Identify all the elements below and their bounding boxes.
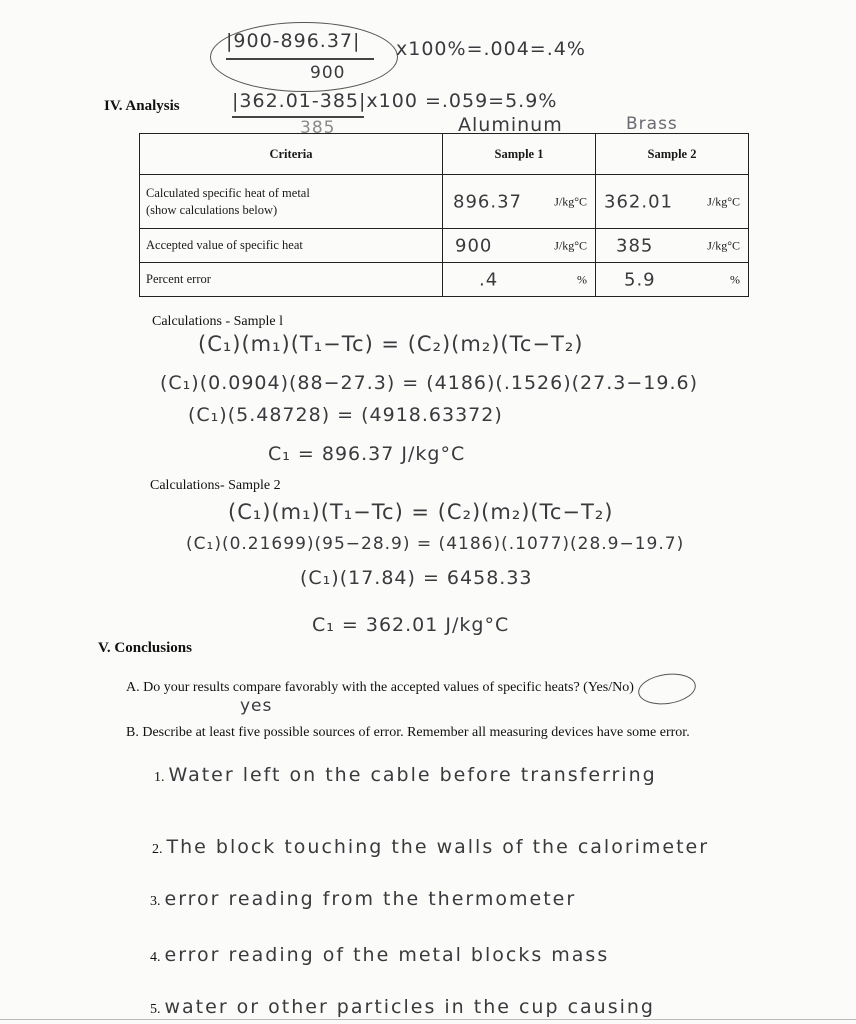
sample-2-cell	[596, 263, 749, 297]
criteria-cell: Accepted value of specific heat	[140, 229, 443, 263]
calc-sample-2-result: C₁ = 362.01 J/kg°C	[312, 614, 510, 636]
sample-1-unit: %	[577, 272, 587, 286]
percent-error-result-1: x100%=.004=.4%	[396, 38, 586, 60]
calc-sample-2-line-3: (C₁)(17.84) = 6458.33	[300, 567, 533, 589]
percent-error-denominator-1: 900	[310, 63, 346, 83]
error-text: water or other particles in the cup causing	[164, 996, 655, 1018]
answer-a: yes	[240, 696, 273, 716]
percent-error-numerator-1: |900-896.37|	[226, 30, 361, 52]
calc-sample-2-label: Calculations- Sample 2	[150, 478, 281, 493]
yes-no-circle	[636, 670, 698, 708]
table-header-row	[140, 134, 749, 175]
label-aluminum: Aluminum	[458, 114, 563, 136]
sample-1-value: 896.37	[453, 191, 522, 212]
sample-2-value: 362.01	[604, 191, 673, 212]
calc-sample-1-result: C₁ = 896.37 J/kg°C	[268, 443, 466, 465]
sample-2-unit: J/kg°C	[707, 238, 740, 252]
error-text: The block touching the walls of the calorimeter	[166, 836, 710, 858]
table-row	[140, 229, 749, 263]
sample-2-cell	[596, 229, 749, 263]
fraction-bar-1	[226, 58, 374, 60]
error-text: error reading of the metal blocks mass	[164, 944, 610, 966]
error-number: 4.	[150, 950, 161, 965]
sample-1-cell	[443, 229, 596, 263]
section-iv-title: IV. Analysis	[104, 98, 180, 114]
calc-sample-1-line-1: (C₁)(m₁)(T₁−Tc) = (C₂)(m₂)(Tc−T₂)	[198, 332, 584, 356]
error-list-item	[150, 944, 609, 966]
error-text: error reading from the thermometer	[164, 888, 577, 910]
page-bottom-edge	[0, 1019, 856, 1020]
percent-error-denominator-2: 385	[300, 118, 336, 138]
sample-2-unit: J/kg°C	[707, 194, 740, 208]
error-list-item	[150, 888, 576, 910]
error-number: 1.	[154, 770, 165, 785]
question-b: B. Describe at least five possible sources of error. Remember all measuring devices have some error.	[126, 725, 690, 740]
fraction-bar-2	[232, 116, 364, 118]
table-row	[140, 263, 749, 297]
sample-2-value: 385	[616, 235, 654, 256]
sample-2-value: 5.9	[624, 269, 656, 290]
error-number: 3.	[150, 894, 161, 909]
sample-1-unit: J/kg°C	[554, 194, 587, 208]
error-list-item	[154, 764, 657, 786]
sample-1-cell	[443, 175, 596, 229]
section-v-title: V. Conclusions	[98, 640, 192, 656]
sample-1-value: 900	[455, 235, 493, 256]
header-criteria: Criteria	[140, 134, 443, 175]
criteria-cell: Percent error	[140, 263, 443, 297]
calc-sample-1-label: Calculations - Sample l	[152, 314, 284, 329]
sample-2-cell	[596, 175, 749, 229]
sample-2-unit: %	[730, 272, 740, 286]
calc-sample-2-line-1: (C₁)(m₁)(T₁−Tc) = (C₂)(m₂)(Tc−T₂)	[228, 500, 614, 524]
calc-sample-2-line-2: (C₁)(0.21699)(95−28.9) = (4186)(.1077)(28.9−19.7)	[186, 534, 685, 554]
calc-sample-1-line-3: (C₁)(5.48728) = (4918.63372)	[188, 404, 503, 426]
sample-1-value: .4	[479, 269, 499, 290]
percent-error-expression-2: |362.01-385|x100 =.059=5.9%	[232, 90, 558, 112]
sample-1-cell	[443, 263, 596, 297]
error-text: Water left on the cable before transferring	[168, 764, 657, 786]
question-a: A. Do your results compare favorably with the accepted values of specific heats? (Yes/No)	[126, 680, 634, 695]
error-number: 2.	[152, 842, 163, 857]
calc-sample-1-line-2: (C₁)(0.0904)(88−27.3) = (4186)(.1526)(27.3−19.6)	[160, 372, 698, 394]
error-number: 5.	[150, 1002, 161, 1017]
error-list-item	[152, 836, 709, 858]
criteria-cell: Calculated specific heat of metal (show calculations below)	[140, 175, 443, 229]
header-sample-1: Sample 1	[443, 134, 596, 175]
sample-1-unit: J/kg°C	[554, 238, 587, 252]
label-brass: Brass	[626, 114, 678, 134]
header-sample-2: Sample 2	[596, 134, 749, 175]
table-row	[140, 175, 749, 229]
specific-heat-table	[139, 133, 749, 297]
error-list-item	[150, 996, 655, 1018]
